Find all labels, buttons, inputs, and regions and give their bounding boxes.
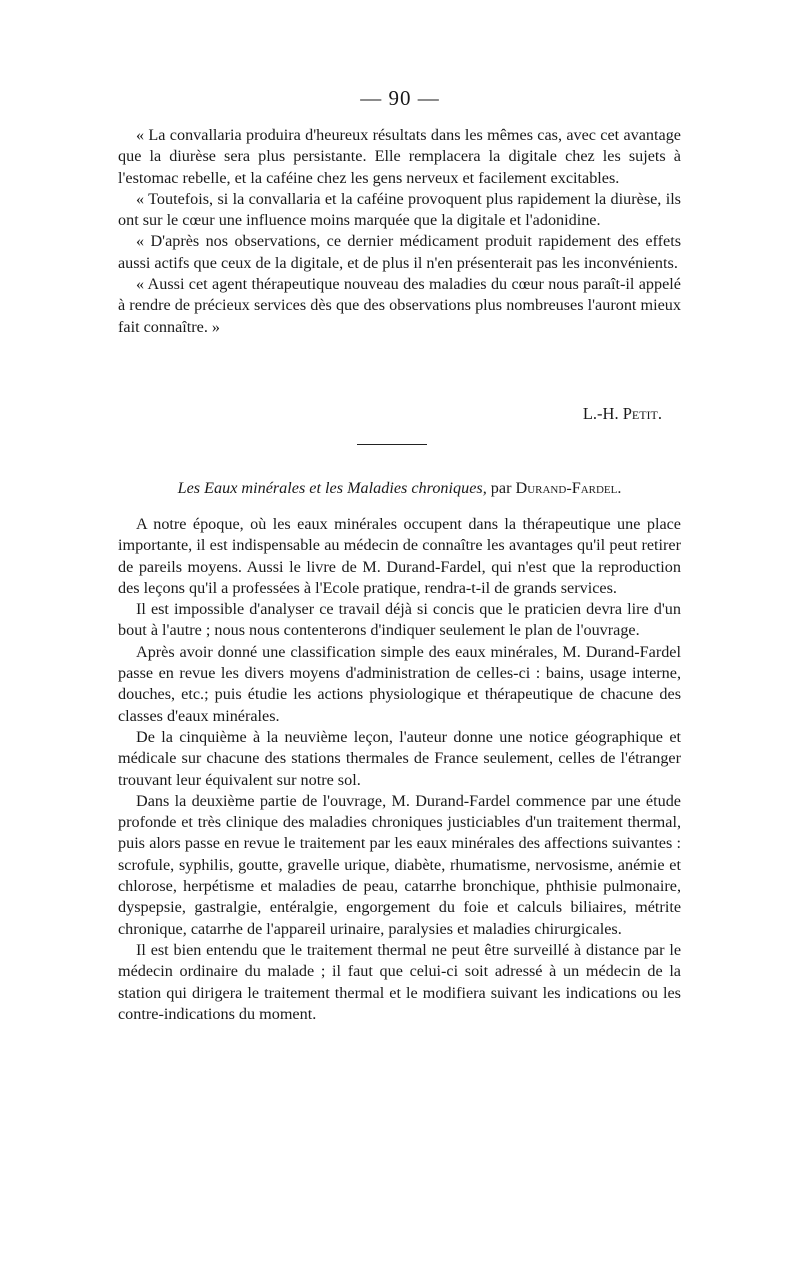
author-signature [583,404,662,424]
paragraph: Après avoir donné une classification simple des eaux minérales, M. Durand-Fardel passe en revue les divers moyens d'administration de celles-ci : bains, usage interne, douches, etc.; puis étudie les actions physiologique et thérapeutique de chacune des classes d'eaux minérales. [118,642,681,725]
paragraph: De la cinquième à la neuvième leçon, l'auteur donne une notice géographique et médicale sur chacune des stations thermales de France seulement, celles de l'étranger trouvant leur équivalent sur notre sol. [118,727,681,789]
paragraph: Il est bien entendu que le traitement thermal ne peut être surveillé à distance par le médecin ordinaire du malade ; il faut que celui-ci soit adressé à un médecin de la station qui dirigera le traitement thermal et le modifiera suivant les indications ou les contre-indications du moment. [118,940,681,1023]
book-review [118,514,681,1025]
quoted-conclusion [118,125,681,338]
paragraph: Il est impossible d'analyser ce travail déjà si concis que le praticien devra lire d'un bout à l'autre ; nous nous contenterons d'indiquer seulement le plan de l'ouvrage. [118,600,681,640]
signature-initials: L.-H. [582,404,623,423]
section-divider [357,444,427,445]
paragraph: « Aussi cet agent thérapeutique nouveau des maladies du cœur nous paraît-il appelé à rendre de précieux services dès que des observations plus nombreuses l'auront mieux fait connaître. » [118,275,681,336]
review-by: par [486,479,516,497]
signature-surname: Petit. [622,404,662,423]
paragraph: « D'après nos observations, ce dernier médicament produit rapidement des effets aussi actifs que ceux de la digitale, et de plus il n'en présenterait pas les inconvénients. [118,232,681,272]
book-author: Durand-Fardel. [515,479,622,497]
paragraph: « La convallaria produira d'heureux résultats dans les mêmes cas, avec cet avantage que la diurèse sera plus persistante. Elle remplacera la digitale chez les sujets à l'estomac rebelle, et la caféine chez les gens nerveux et facilement excitables. [118,126,681,187]
paragraph: Dans la deuxième partie de l'ouvrage, M. Durand-Fardel commence par une étude profonde et très clinique des maladies chroniques justiciables d'un traitement thermal, puis alors passe en revue le traitement par les eaux minérales des affections suivantes : scrofule, syphilis, goutte, gravelle urique, diabète, rhumatisme, nervosisme, anémie et chlorose, herpétisme et maladies de peau, catarrhe bronchique, phthisie pulmonaire, dyspepsie, gastralgie, entéralgie, engorgement du foie et calculs biliaires, métrite chronique, catarrhe de l'appareil urinaire, paralysies et maladies chirurgicales. [118,791,681,938]
page-number: — 90 — [360,86,440,110]
book-title: Les Eaux minérales et les Maladies chroniques, [177,479,487,497]
review-heading [118,479,681,498]
paragraph: A notre époque, où les eaux minérales occupent dans la thérapeutique une place importante, il est indispensable au médecin de connaître les avantages qu'il peut retirer de pareils moyens. Aussi le livre de M. Durand-Fardel, qui n'est que la reproduction des leçons qu'il a professées à l'Ecole pratique, rendra-t-il de grands services. [118,515,681,597]
paragraph: « Toutefois, si la convallaria et la caféine provoquent plus rapidement la diurèse, ils ont sur le cœur une influence moins marquée que la digitale et l'adonidine. [118,189,681,230]
